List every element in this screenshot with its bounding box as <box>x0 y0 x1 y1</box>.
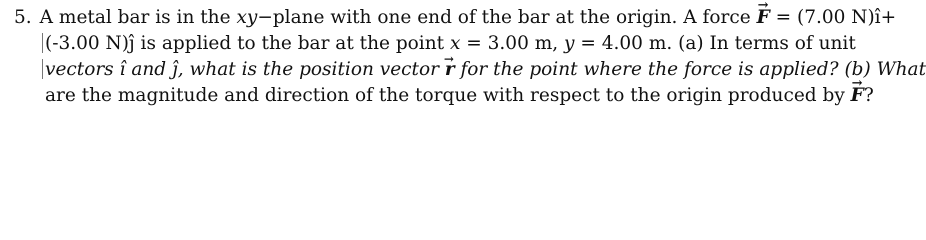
problem-line-1 <box>14 5 896 31</box>
line1-text-b: −plane with one end of the bar at the origin. A force <box>257 7 757 28</box>
line1-text-a: A metal bar is in the <box>39 7 237 28</box>
var-y: y <box>564 33 575 54</box>
problem-number: 5. <box>14 7 32 28</box>
left-margin-mark-1 <box>42 33 43 53</box>
force-vector-symbol-2: → F <box>851 83 864 109</box>
problem-statement <box>14 5 926 125</box>
force-vector-symbol: → F <box>757 5 770 31</box>
left-margin-mark-2 <box>42 59 43 79</box>
line4-text-b: ? <box>863 85 874 106</box>
line4-text-a: are the magnitude and direction of the torque with respect to the origin produced by <box>45 85 851 106</box>
line3-text-a: vectors î and ĵ, what is the position vector <box>45 59 445 80</box>
problem-line-3 <box>45 57 926 83</box>
var-x: x <box>449 33 461 54</box>
line1-text-c: = (7.00 N)î+ <box>769 7 897 28</box>
position-vector-symbol: → r <box>445 57 455 83</box>
var-xy: xy <box>236 7 258 28</box>
line2-text-a: (-3.00 N)ĵ is applied to the bar at the point <box>45 33 450 54</box>
line2-text-c: = 4.00 m. (a) In terms of unit <box>574 33 856 54</box>
line3-text-b: for the point where the force is applied? (b) What <box>454 59 926 80</box>
line2-text-b: = 3.00 m, <box>460 33 565 54</box>
problem-line-4 <box>45 83 874 109</box>
